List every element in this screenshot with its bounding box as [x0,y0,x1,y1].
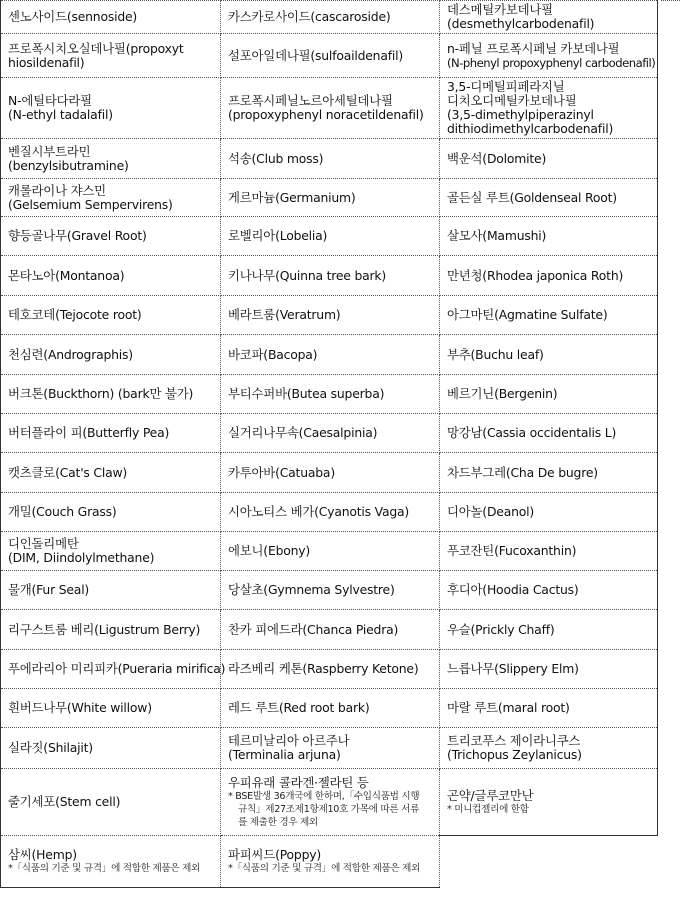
table-cell [221,375,440,414]
table-cell [221,296,440,335]
table-cell [1,139,221,179]
table-cell [1,296,221,335]
table-cell [440,650,658,689]
table-cell [440,769,658,836]
table-row [1,375,658,414]
table-cell [1,179,221,217]
table-cell [1,610,221,650]
ingredient-name: 벤질시부트라민 [8,143,91,159]
table-cell [1,836,221,888]
table-cell [221,139,440,179]
ingredient-name: 테르미날리아 아르주나 [228,733,350,748]
ingredient-name: 디아놀(Deanol) [447,504,535,519]
ingredient-name: 만년청(Rhodea japonica Roth) [447,267,624,283]
ingredient-name-continued: (DIM, Diindolylmethane) [8,550,155,565]
table-cell [440,179,658,217]
table-cell [440,335,658,375]
table-row [1,296,658,335]
table-cell [1,728,221,769]
ingredient-name: 베르기닌(Bergenin) [447,386,558,401]
table-row [1,769,658,836]
ingredient-name: 아그마틴(Agmatine Sulfate) [447,307,608,322]
ingredient-name: 테호코테(Tejocote root) [8,307,142,322]
table-cell [440,571,658,610]
ingredient-name: 버크톤(Buckthorn) (bark만 불가) [8,386,194,401]
table-row [1,179,658,217]
footnote: * 미니컵젤리에 한함 [447,803,529,815]
table-row [1,650,658,689]
table-cell [221,769,440,836]
ingredient-name: 물개(Fur Seal) [8,582,90,597]
table-row [1,610,658,650]
table-cell [440,375,658,414]
table-row [1,453,658,493]
table-cell [1,375,221,414]
ingredient-name: 푸코잔틴(Fucoxanthin) [447,543,577,558]
table-cell [440,256,658,296]
ingredient-name-continued: 디치오디메틸카보데나필 [447,93,577,108]
table-row [1,728,658,769]
ingredient-name: 당살초(Gymnema Sylvestre) [228,582,395,597]
ingredient-name: 카투아바(Catuaba) [228,464,335,480]
table-cell [440,78,658,139]
ingredient-name: 베라트룸(Veratrum) [228,307,341,322]
table-row [1,256,658,296]
table-cell [440,453,658,493]
ingredient-name: 느릅나무(Slippery Elm) [447,661,579,676]
ingredient-name: 파피씨드(Poppy) [228,847,322,862]
table-cell [1,571,221,610]
table-cell [440,296,658,335]
ingredient-name: 향등골나무(Gravel Root) [8,228,147,243]
table-cell [1,335,221,375]
ingredient-name: 백운석(Dolomite) [447,150,547,166]
table-cell [221,179,440,217]
table-cell [1,78,221,139]
table-row [1,414,658,453]
table-cell [221,650,440,689]
table-cell [221,571,440,610]
table-cell [1,1,221,34]
table-row [1,34,658,78]
ingredient-name: 데스메틸카보데나필 [447,2,553,17]
ingredient-name: 로벨리아(Lobelia) [228,228,328,243]
table-cell [221,493,440,532]
ingredient-name: 부티수퍼바(Butea superba) [228,386,385,401]
table-cell [440,728,658,769]
ingredient-name-continued: (N-ethyl tadalafil) [8,107,113,122]
ingredient-name: 설포아일데나필(sulfoaildenafil) [228,47,404,63]
ingredient-name: 우피유래 콜라겐·젤라틴 등 [228,774,369,790]
ingredient-name-continued: (Terminalia arjuna) [228,747,341,762]
ingredient-name: 골든실 루트(Goldenseal Root) [447,189,617,205]
ingredient-name: 우슬(Prickly Chaff) [447,621,555,637]
table-cell [440,34,658,78]
table-row [1,493,658,532]
table-row [1,689,658,728]
table-cell [1,689,221,728]
table-cell [221,414,440,453]
table-row [1,571,658,610]
ingredient-name-continued: (desmethylcarbodenafil) [447,16,595,31]
table-cell [221,836,440,888]
ingredient-name-continued: (Gelsemium Sempervirens) [8,196,173,212]
ingredient-name: 찬카 피에드라(Chanca Piedra) [228,621,399,637]
ingredient-name: 캣츠클로(Cat's Claw) [8,464,128,480]
ingredient-name: 3,5-디메틸피페라지닐 [447,79,565,94]
table-cell [440,139,658,179]
ingredient-name: 리구스트룸 베리(Ligustrum Berry) [8,621,201,637]
ingredient-name: 천심련(Andrographis) [8,346,133,362]
ingredient-name: 실거리나무속(Caesalpinia) [228,425,378,440]
table-row [1,335,658,375]
table-cell [221,217,440,256]
ingredient-table-body [1,1,658,888]
footnote: *「식품의 기준 및 규격」에 적합한 제품은 제외 [228,863,421,874]
table-row [1,1,658,34]
ingredient-name: 차드부그레(Cha De bugre) [447,464,598,480]
ingredient-name: 시아노티스 베가(Cyanotis Vaga) [228,504,410,519]
table-cell [221,34,440,78]
table-cell [440,610,658,650]
table-cell [440,1,658,34]
ingredient-name: 살모사(Mamushi) [447,228,547,243]
ingredient-name-continued: (propoxyphenyl noracetildenafil) [228,107,424,122]
table-cell [221,610,440,650]
table-cell [1,650,226,689]
ingredient-name: 망강남(Cassia occidentalis L) [447,425,617,440]
table-cell [440,217,658,256]
table-row [1,78,658,139]
table-cell [1,414,221,453]
ingredient-name: 바코파(Bacopa) [228,346,318,362]
ingredient-name: 디인돌리메탄 [8,536,79,551]
table-cell [1,493,221,532]
ingredient-name: 삼씨(Hemp) [8,847,77,862]
ingredient-name: 프로폭시페닐노르아세틸데나필 [228,93,393,108]
table-cell [221,78,440,139]
footnote: * BSE발생 36개국에 한하며,「수입식품법 시행규칙」제27조제1항제10호 가목에 따른 서류를 제출한 경우 제외 [228,790,420,828]
ingredient-name: 푸에라리아 미리피카(Pueraria mirifica) [8,661,226,676]
ingredient-name: 마랄 루트(maral root) [447,700,570,715]
table-row [1,532,658,571]
ingredient-name: 후디아(Hoodia Cactus) [447,582,579,597]
ingredient-name: 센노사이드(sennoside) [8,9,138,24]
table-cell [221,689,440,728]
ingredient-name: 몬타노아(Montanoa) [8,267,125,283]
ingredient-name: 프로폭시치오실데나필(propoxyt [8,40,184,56]
ingredient-name: 캐롤라이나 쟈스민 [8,182,106,198]
table-cell [221,532,440,571]
table-row [1,836,658,888]
table-cell [1,256,221,296]
table-cell [1,34,221,78]
footnote: *「식품의 기준 및 규격」에 적합한 제품은 제외 [8,863,201,874]
ingredient-name: 개밀(Couch Grass) [8,504,117,519]
ingredient-name: 카스카로사이드(cascaroside) [228,9,391,24]
table-cell [1,453,221,493]
ingredient-name: 에보니(Ebony) [228,543,311,558]
table-cell [221,256,440,296]
table-cell [440,493,658,532]
empty-cell [440,836,658,888]
ingredient-name: 실라짓(Shilajit) [8,740,93,755]
ingredient-name: 레드 루트(Red root bark) [228,700,370,715]
edge-divider [661,0,680,2]
ingredient-name: 트리코푸스 제이라니쿠스 [447,733,581,748]
ingredient-name-continued: dithiodimethylcarbodenafil) [447,121,614,136]
table-cell [1,769,221,836]
ingredient-name-continued: hiosildenafil) [8,54,85,70]
table-cell [1,532,221,571]
ingredient-name: 석송(Club moss) [228,150,324,166]
table-cell [440,532,658,571]
table-row [1,139,658,179]
ingredient-name: 버터플라이 피(Butterfly Pea) [8,425,170,440]
table-cell [221,453,440,493]
ingredient-name: 흰버드나무(White willow) [8,700,152,715]
ingredient-name: 곤약/글루코만난 [447,787,534,803]
ingredient-name: N-에틸타다라필 [8,93,92,108]
table-cell [440,689,658,728]
table-cell [1,217,221,256]
ingredient-name: n-페닐 프로폭시페닐 카보데나필 [447,40,620,56]
ingredient-name: 키나나무(Quinna tree bark) [228,267,387,283]
table-row [1,217,658,256]
ingredient-name: 게르마늄(Germanium) [228,189,356,205]
ingredient-name: 줄기세포(Stem cell) [8,794,121,809]
ingredient-name-continued: (3,5-dimethylpiperazinyl [447,107,594,122]
table-cell [221,335,440,375]
table-cell [221,728,440,769]
ingredient-name-continued: (N-phenyl propoxyphenyl carbodenafil) [447,55,656,70]
ingredient-name-continued: (benzylsibutramine) [8,157,129,173]
ingredient-name: 라즈베리 케톤(Raspberry Ketone) [228,661,419,676]
table-cell [440,414,658,453]
ingredient-name-continued: (Trichopus Zeylanicus) [447,747,582,762]
table-cell [221,1,440,34]
ingredient-name: 부추(Buchu leaf) [447,346,544,362]
